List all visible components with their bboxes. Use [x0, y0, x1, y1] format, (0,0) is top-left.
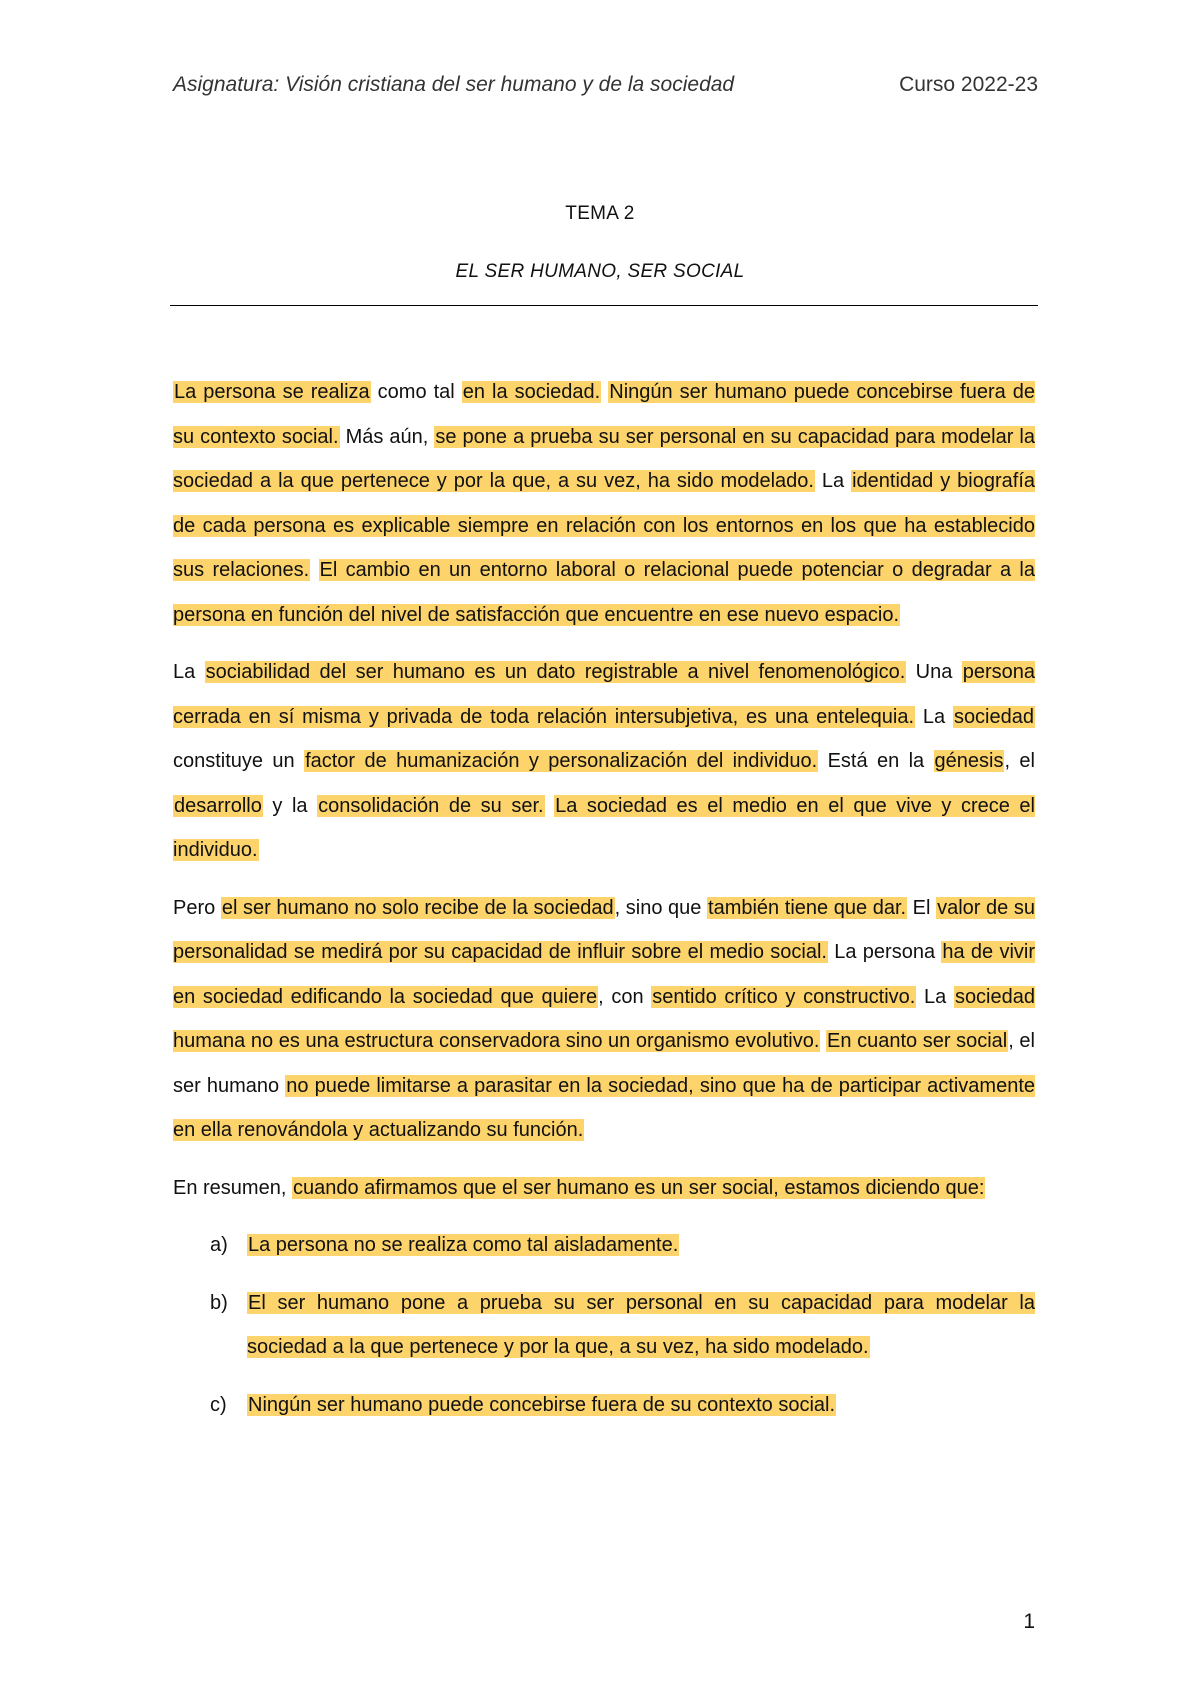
highlighted-text: consolidación de su ser. — [318, 794, 544, 817]
list-item-letter: c) — [210, 1393, 227, 1416]
header-course: Curso 2022-23 — [899, 73, 1038, 96]
list-item-letter: a) — [210, 1234, 228, 1256]
list-item-text: Ningún ser humano puede concebirse fuera de su contexto social. — [248, 1393, 836, 1416]
page-number: 1 — [1023, 1610, 1035, 1633]
highlighted-text: génesis — [934, 750, 1004, 772]
document-body — [173, 370, 1035, 1440]
list-item — [173, 1223, 1035, 1268]
highlighted-text: En cuanto ser social — [827, 1030, 1008, 1052]
highlighted-text: persona cerrada en sí misma y privada de toda relación intersubjetiva, es una entelequia. — [173, 661, 1035, 728]
highlighted-text: también tiene que dar. — [708, 896, 907, 919]
list-item-text: El ser humano pone a prueba su ser personal en su capacidad para modelar la sociedad a la que pertenece y por la que, a su vez, ha sido modelado. — [247, 1291, 1035, 1358]
paragraph-2: La sociabilidad del ser humano es un dato registrable a nivel fenomenológico. Una persona cerrada en sí misma y privada de toda relación intersubjetiva, es una entelequia. La sociedad constituye un factor de humanización y personalización del individuo. Está en la génesis, el desarrollo y la consolidación de su ser. La sociedad es el medio en el que vive y crece el individuo. — [173, 661, 1035, 861]
highlighted-text: sociedad — [953, 705, 1034, 728]
highlighted-text: desarrollo — [174, 794, 262, 817]
highlighted-text: ha de vivir en sociedad edificando la sociedad que quiere — [173, 941, 1035, 1008]
highlighted-text: factor de humanización y personalización del individuo. — [305, 750, 818, 772]
highlighted-text: La persona se realiza — [174, 381, 370, 403]
highlighted-text: El cambio en un entorno laboral o relacional puede potenciar o degradar a la persona en función del nivel de satisfacción que encuentre en ese nuevo espacio. — [173, 559, 1035, 626]
highlighted-text: valor de su personalidad se medirá por su capacidad de influir sobre el medio social. — [173, 896, 1036, 963]
highlighted-text: no puede limitarse a parasitar en la sociedad, sino que ha de participar activamente en ella renovándola y actualizando su función. — [173, 1074, 1035, 1141]
highlighted-text: sentido crítico y constructivo. — [652, 985, 916, 1008]
highlighted-text: cuando afirmamos que el ser humano es un ser social, estamos diciendo que: — [292, 1176, 985, 1199]
title-divider — [170, 305, 1038, 306]
highlighted-text: identidad y biografía de cada persona es explicable siempre en relación con los entornos en los que ha establecido sus relaciones. — [173, 470, 1035, 581]
highlighted-text: en la sociedad. — [462, 381, 601, 403]
highlighted-text: el ser humano no solo recibe de la sociedad — [221, 896, 614, 919]
highlighted-text: sociabilidad del ser humano es un dato registrable a nivel fenomenológico. — [205, 661, 906, 683]
highlighted-text: sociedad humana no es una estructura conservadora sino un organismo evolutivo. — [173, 985, 1035, 1052]
header-subject: Asignatura: Visión cristiana del ser humano y de la sociedad — [173, 73, 735, 96]
summary-list — [173, 1223, 1035, 1427]
tema-heading: TEMA 2 — [565, 203, 635, 224]
list-item-text: La persona no se realiza como tal aisladamente. — [248, 1234, 679, 1256]
list-item-letter: b) — [210, 1291, 228, 1314]
paragraph-3: Pero el ser humano no solo recibe de la sociedad, sino que también tiene que dar. El valor de su personalidad se medirá por su capacidad de influir sobre el medio social. La persona ha de vivir en sociedad edificando la sociedad que quiere, con sentido crítico y constructivo. La sociedad humana no es una estructura conservadora sino un organismo evolutivo. En cuanto ser social, el ser humano no puede limitarse a parasitar en la sociedad, sino que ha de participar activamente en ella renovándola y actualizando su función. — [173, 896, 1036, 1141]
list-item — [173, 1383, 1035, 1428]
highlighted-text: se pone a prueba su ser personal en su capacidad para modelar la sociedad a la que pertenece y por la que, a su vez, ha sido modelado. — [173, 425, 1035, 492]
paragraph-1: La persona se realiza como tal en la sociedad. Ningún ser humano puede concebirse fuera de su contexto social. Más aún, se pone a prueba su ser personal en su capacidad para modelar la sociedad a la que pertenece y por la que, a su vez, ha sido modelado. La identidad y biografía de cada persona es explicable siempre en relación con los entornos en los que ha establecido sus relaciones. El cambio en un entorno laboral o relacional puede potenciar o degradar a la persona en función del nivel de satisfacción que encuentre en ese nuevo espacio. — [173, 381, 1036, 626]
paragraph-4: En resumen, cuando afirmamos que el ser humano es un ser social, estamos diciendo que: — [173, 1176, 985, 1199]
document-title: EL SER HUMANO, SER SOCIAL — [455, 261, 745, 282]
highlighted-text: La sociedad es el medio en el que vive y crece el individuo. — [173, 794, 1035, 861]
highlighted-text: Ningún ser humano puede concebirse fuera de su contexto social. — [173, 381, 1036, 448]
list-item — [173, 1281, 1035, 1370]
